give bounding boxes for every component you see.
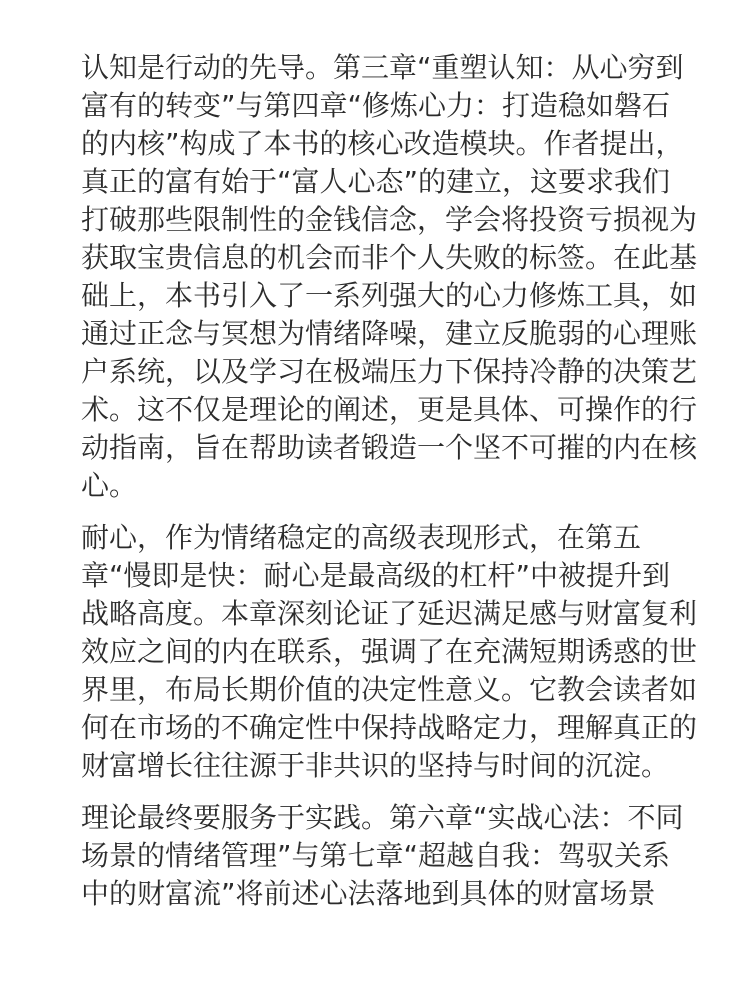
paragraph-3 bbox=[81, 799, 684, 913]
text-line: 战略高度。本章深刻论证了延迟满足感与财富复利 bbox=[81, 597, 698, 630]
text-line: 通过正念与冥想为情绪降噪，建立反脆弱的心理账 bbox=[81, 317, 698, 350]
text-line: 打破那些限制性的金钱信念，学会将投资亏损视为 bbox=[81, 203, 698, 236]
text-line: 耐心，作为情绪稳定的高级表现形式，在第五 bbox=[81, 521, 642, 554]
text-line: 理论最终要服务于实践。第六章“实战心法：不同 bbox=[81, 801, 684, 834]
paragraph-2 bbox=[81, 519, 698, 785]
text-line: 富有的转变”与第四章“修炼心力：打造稳如磐石 bbox=[81, 89, 671, 122]
text-line: 础上，本书引入了一系列强大的心力修炼工具，如 bbox=[81, 279, 698, 312]
text-line: 章“慢即是快：耐心是最高级的杠杆”中被提升到 bbox=[81, 559, 671, 592]
text-line: 获取宝贵信息的机会而非个人失败的标签。在此基 bbox=[81, 241, 698, 274]
text-line: 户系统，以及学习在极端压力下保持冷静的决策艺 bbox=[81, 355, 698, 388]
text-line: 财富增长往往源于非共识的坚持与时间的沉淀。 bbox=[81, 749, 670, 782]
text-line: 真正的富有始于“富人心态”的建立，这要求我们 bbox=[81, 165, 671, 198]
paragraph-1 bbox=[81, 49, 698, 505]
text-line: 界里，布局长期价值的决定性意义。它教会读者如 bbox=[81, 673, 698, 706]
text-line: 认知是行动的先导。第三章“重塑认知：从心穷到 bbox=[81, 51, 684, 84]
text-line: 何在市场的不确定性中保持战略定力，理解真正的 bbox=[81, 711, 698, 744]
text-line: 场景的情绪管理”与第七章“超越自我：驾驭关系 bbox=[81, 839, 671, 872]
text-line: 心。 bbox=[81, 469, 138, 502]
text-line: 动指南，旨在帮助读者锻造一个坚不可摧的内在核 bbox=[81, 431, 698, 464]
text-line: 中的财富流”将前述心法落地到具体的财富场景 bbox=[81, 877, 656, 910]
text-line: 效应之间的内在联系，强调了在充满短期诱惑的世 bbox=[81, 635, 698, 668]
text-line: 的内核”构成了本书的核心改造模块。作者提出， bbox=[81, 127, 684, 160]
text-line: 术。这不仅是理论的阐述，更是具体、可操作的行 bbox=[81, 393, 698, 426]
